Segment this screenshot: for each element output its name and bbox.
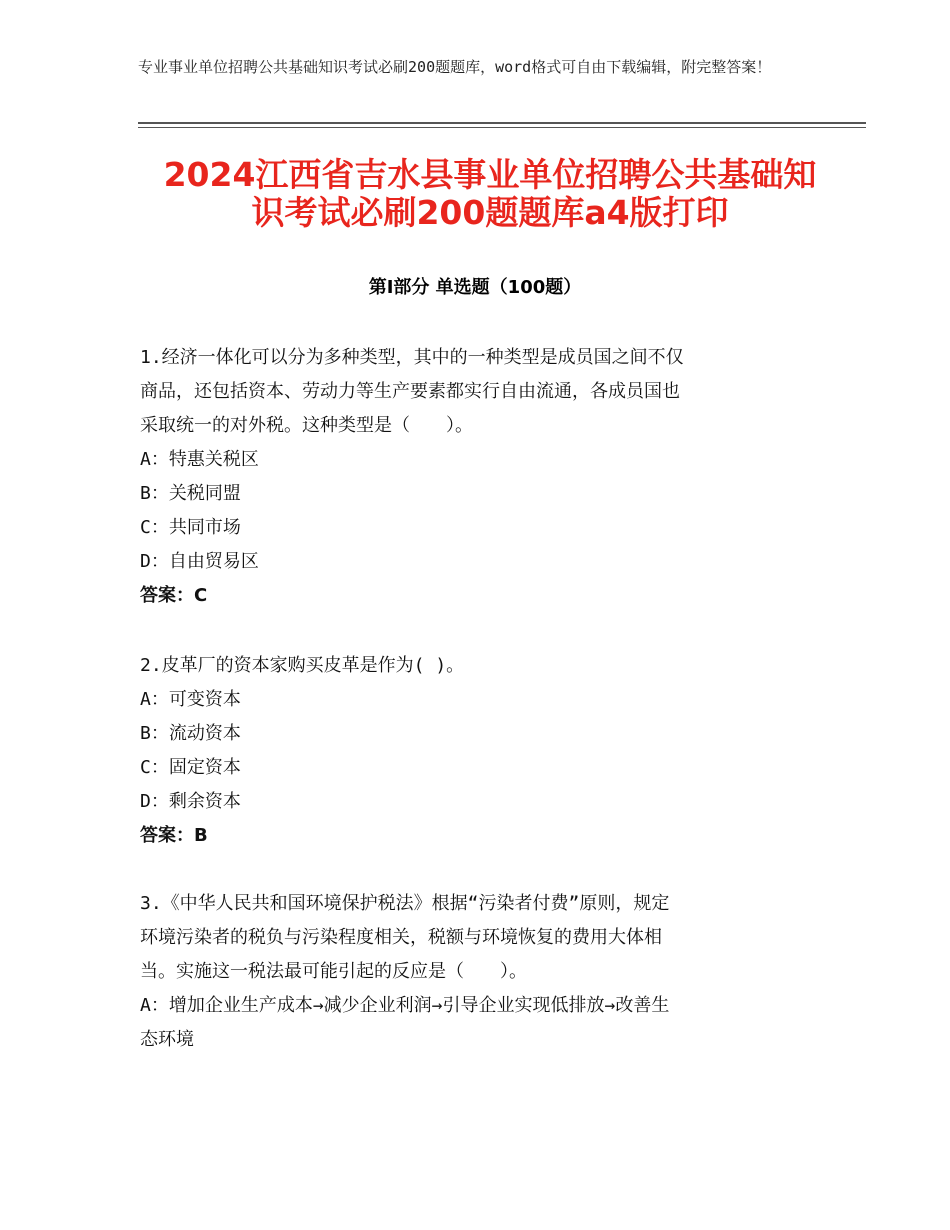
question-2-stem-line-1: 2.皮革厂的资本家购买皮革是作为( )。 [140, 655, 465, 676]
header-divider-thick [138, 122, 866, 124]
question-1-stem-line-3: 采取统一的对外税。这种类型是（ ）。 [140, 415, 473, 436]
question-3-stem [140, 887, 810, 989]
question-1-stem-line-2: 商品，还包括资本、劳动力等生产要素都实行自由流通，各成员国也 [140, 381, 680, 402]
question-1-stem [140, 341, 810, 443]
question-2-stem [140, 649, 810, 683]
question-1-stem-line-1: 1.经济一体化可以分为多种类型，其中的一种类型是成员国之间不仅 [140, 347, 684, 368]
document-title [140, 156, 840, 232]
question-3-stem-line-1: 3.《中华人民共和国环境保护税法》根据“污染者付费”原则，规定 [140, 893, 670, 914]
question-1-option-a: A：特惠关税区 [140, 449, 259, 470]
question-3 [140, 887, 810, 1057]
document-title-line-1: 2024江西省吉水县事业单位招聘公共基础知 [163, 155, 817, 194]
question-2 [140, 649, 810, 853]
question-2-option-b: B：流动资本 [140, 723, 241, 744]
question-1-option-d: D：自由贸易区 [140, 551, 259, 572]
header-divider-thin [138, 127, 866, 128]
question-3-option-a-continued: 态环境 [140, 1029, 194, 1050]
question-1-answer: 答案：C [140, 585, 208, 606]
question-3-stem-line-2: 环境污染者的税负与污染程度相关，税额与环境恢复的费用大体相 [140, 927, 662, 948]
question-1 [140, 341, 810, 613]
section-heading: 第Ⅰ部分 单选题（100题） [368, 277, 582, 298]
document-title-line-2: 识考试必刷200题题库a4版打印 [251, 193, 729, 232]
question-2-option-a: A：可变资本 [140, 689, 241, 710]
question-3-option-a: A：增加企业生产成本→减少企业利润→引导企业实现低排放→改善生 [140, 995, 670, 1016]
question-2-option-d: D：剩余资本 [140, 791, 241, 812]
question-3-stem-line-3: 当。实施这一税法最可能引起的反应是（ ）。 [140, 961, 527, 982]
header-note: 专业事业单位招聘公共基础知识考试必刷200题题库，word格式可自由下载编辑，附完整答案！ [138, 58, 772, 76]
question-2-option-c: C：固定资本 [140, 757, 241, 778]
question-2-answer: 答案：B [140, 825, 208, 846]
question-1-option-b: B：关税同盟 [140, 483, 241, 504]
question-1-option-c: C：共同市场 [140, 517, 241, 538]
